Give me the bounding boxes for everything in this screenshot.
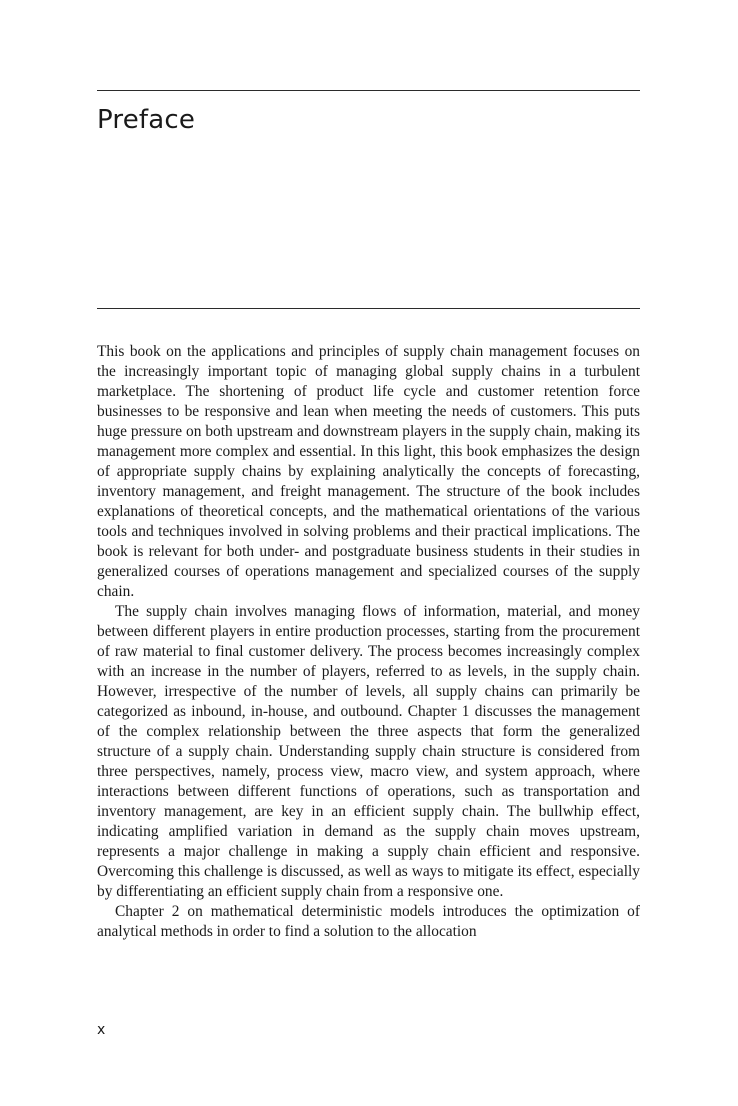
paragraph-3: Chapter 2 on mathematical deterministic models introduces the optimization of analytical methods in order to find a solution to the allocation <box>97 903 640 940</box>
bottom-rule <box>97 308 640 309</box>
page-title: Preface <box>97 105 196 135</box>
top-rule <box>97 90 640 91</box>
paragraph-2: The supply chain involves managing flows of information, material, and money between different players in entire production processes, starting from the procurement of raw material to final customer delivery. The process becomes increasingly complex with an increase in the number of players, referred to as levels, in the supply chain. However, irrespective of the number of levels, all supply chains can primarily be categorized as inbound, in-house, and outbound. Chapter 1 discusses the management of the complex relationship between the three aspects that form the generalized structure of a supply chain. Understanding supply chain structure is considered from three perspectives, namely, process view, macro view, and system approach, where interactions between different functions of operations, such as transportation and inventory management, are key in an efficient supply chain. The bullwhip effect, indicating amplified variation in demand as the supply chain moves upstream, represents a major challenge in making a supply chain efficient and responsive. Overcoming this challenge is discussed, as well as ways to mitigate its effect, especially by differentiating an efficient supply chain from a responsive one. <box>97 603 640 900</box>
page-number: x <box>97 1022 106 1038</box>
paragraph-1: This book on the applications and principles of supply chain management focuses on the increasingly important topic of managing global supply chains in a turbulent marketplace. The shortening of product life cycle and customer retention force businesses to be responsive and lean when meeting the needs of customers. This puts huge pressure on both upstream and downstream players in the supply chain, making its management more complex and essential. In this light, this book emphasizes the design of appropriate supply chains by explaining analytically the concepts of forecasting, inventory management, and freight management. The structure of the book includes explanations of theoretical concepts, and the mathematical orientations of the various tools and techniques involved in solving problems and their practical implications. The book is relevant for both under- and postgraduate business students in their studies in generalized courses of operations management and specialized courses of the supply chain. <box>97 343 640 600</box>
body-text <box>97 342 640 942</box>
